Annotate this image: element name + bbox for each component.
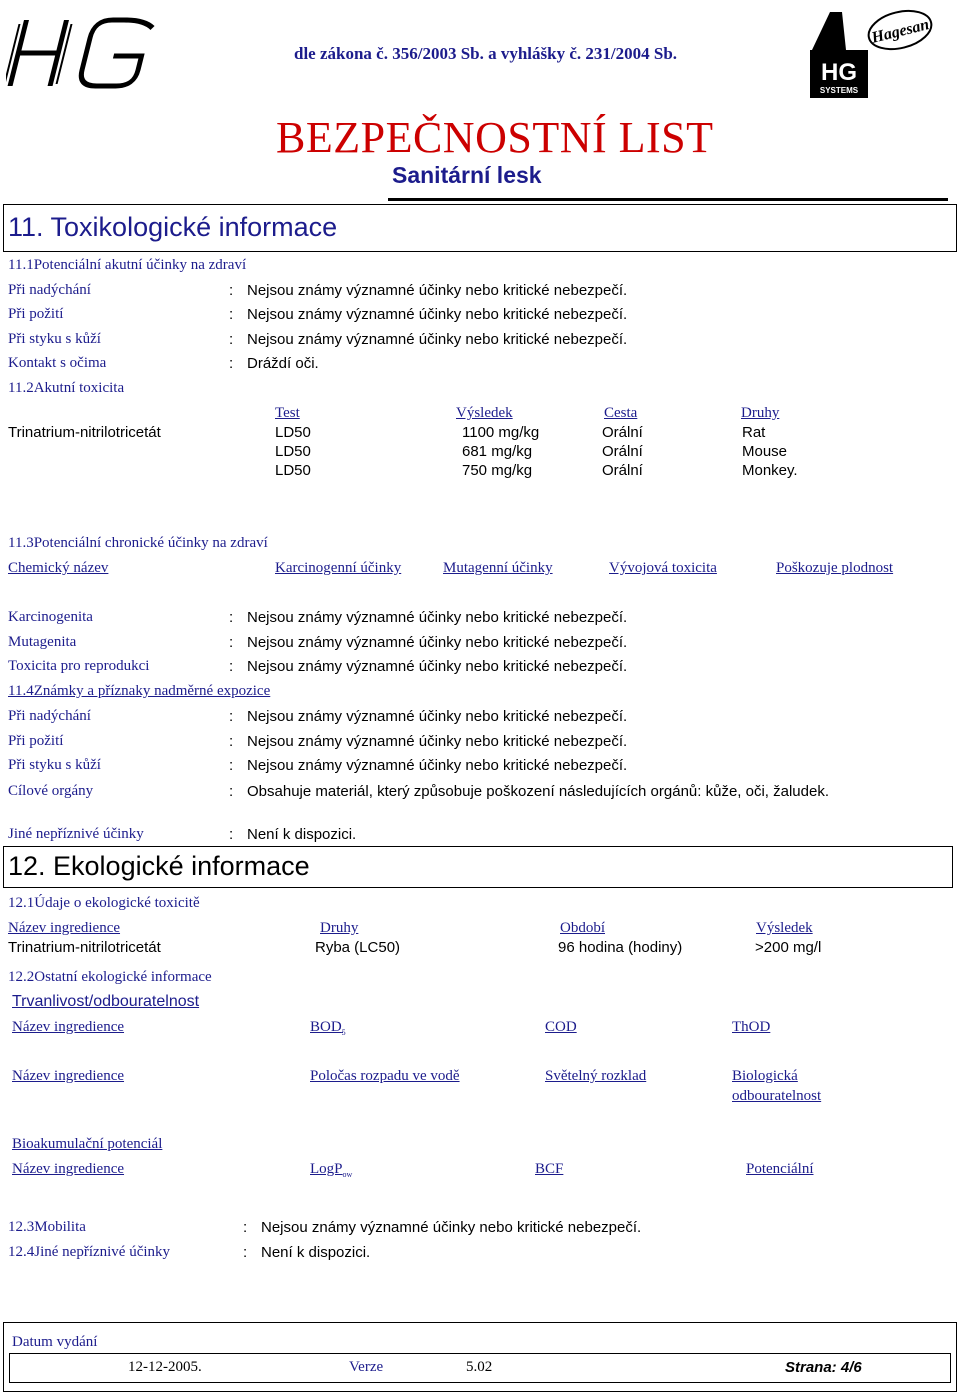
product-name: Sanitární lesk [392, 162, 542, 188]
col-header: Název ingredience [12, 1068, 125, 1084]
version-value: 5.02 [466, 1359, 493, 1375]
col-header: Vývojová toxicita [609, 560, 717, 576]
col-header: Název ingredience [12, 1019, 125, 1035]
table-cell: 681 mg/kg [462, 443, 533, 460]
col-header: Potenciální [746, 1161, 814, 1177]
acute-tox-heading: 11.2Akutní toxicita [8, 380, 125, 396]
col-header: Karcinogenní účinky [275, 560, 402, 576]
eco-tox-heading: 12.1Údaje o ekologické toxicitě [8, 895, 200, 911]
colon: : [229, 658, 234, 675]
col-header: Cesta [604, 405, 638, 421]
col-header: Chemický název [8, 560, 109, 576]
table-cell: Orální [602, 424, 643, 441]
colon: : [229, 634, 234, 651]
badge-logo: HG [821, 59, 857, 86]
colon: : [229, 609, 234, 626]
issue-date-label: Datum vydání [12, 1334, 98, 1350]
col-header: Světelný rozklad [545, 1068, 647, 1084]
col-header: Druhy [741, 405, 780, 421]
page-number: Strana: 4/6 [785, 1359, 862, 1376]
col-header: Název ingredience [8, 920, 121, 936]
row-label: Při požití [8, 306, 64, 322]
row-value: Nejsou známy významné účinky nebo kritické nebezpečí. [247, 733, 628, 750]
col-header: Období [560, 920, 605, 936]
colon: : [229, 826, 234, 843]
table-cell: 1100 mg/kg [462, 424, 540, 441]
issue-date: 12-12-2005. [128, 1359, 202, 1375]
table-cell: LD50 [275, 462, 311, 479]
row-value: Nejsou známy významné účinky nebo kritické nebezpečí. [247, 282, 628, 299]
table-cell: Rat [742, 424, 766, 441]
substance-name: Trinatrium-nitrilotricetát [8, 424, 161, 441]
bod-subscript: 5 [341, 1028, 346, 1037]
row-label: Při nadýchání [8, 708, 91, 724]
acute-effects-heading: 11.1Potenciální akutní účinky na zdraví [8, 257, 247, 273]
row-label: Při styku s kůží [8, 757, 101, 773]
row-value: Nejsou známy významné účinky nebo kritické nebezpečí. [247, 708, 628, 725]
row-label: Při nadýchání [8, 282, 91, 298]
colon: : [229, 306, 234, 323]
col-header: Biologická [732, 1068, 798, 1084]
col-header [310, 1161, 352, 1179]
table-cell: Monkey. [742, 462, 798, 479]
row-label: Cílové orgány [8, 783, 94, 799]
row-value: Nejsou známy významné účinky nebo kritické nebezpečí. [247, 331, 628, 348]
logp-label: LogP [310, 1161, 343, 1177]
persistence-heading: Trvanlivost/odbouratelnost [12, 993, 200, 1010]
row-label: Toxicita pro reprodukci [8, 658, 150, 674]
law-reference: dle zákona č. 356/2003 Sb. a vyhlášky č. 231/2004 Sb. [294, 44, 678, 63]
table-cell: Trinatrium-nitrilotricetát [8, 939, 161, 956]
row-label: Při styku s kůží [8, 331, 101, 347]
col-header: Výsledek [456, 405, 513, 421]
chronic-heading: 11.3Potenciální chronické účinky na zdraví [8, 535, 268, 551]
col-header [310, 1019, 346, 1037]
hg-logo-graphic [6, 14, 186, 94]
col-header: Druhy [320, 920, 359, 936]
bod-label: BOD [310, 1019, 342, 1035]
colon: : [229, 331, 234, 348]
other-effects-label: Jiné nepříznivé účinky [8, 826, 144, 842]
table-cell: LD50 [275, 443, 311, 460]
other-eco-effects-value: Není k dispozici. [261, 1244, 371, 1261]
table-cell: Orální [602, 443, 643, 460]
hg-systems-badge [808, 6, 936, 102]
colon: : [243, 1244, 248, 1261]
document-title: BEZPEČNOSTNÍ LIST [276, 113, 714, 162]
table-cell: >200 mg/l [755, 939, 822, 956]
col-header: COD [545, 1019, 577, 1035]
row-value: Dráždí oči. [247, 355, 319, 372]
table-cell: Orální [602, 462, 643, 479]
mobility-label: 12.3Mobilita [8, 1219, 86, 1235]
col-header: Poločas rozpadu ve vodě [310, 1068, 460, 1084]
row-value: Nejsou známy významné účinky nebo kritické nebezpečí. [247, 609, 628, 626]
header-rule [388, 198, 948, 201]
badge-sub: SYSTEMS [819, 86, 859, 95]
table-cell: 96 hodina (hodiny) [558, 939, 683, 956]
row-label: Při požití [8, 733, 64, 749]
table-cell: 750 mg/kg [462, 462, 533, 479]
row-value: Nejsou známy významné účinky nebo kritické nebezpečí. [247, 306, 628, 323]
col-header: Mutagenní účinky [443, 560, 553, 576]
symptoms-heading: 11.4Známky a příznaky nadměrné expozice [8, 683, 271, 699]
badge-brand: Hagesan [869, 16, 931, 47]
colon: : [229, 733, 234, 750]
col-header: ThOD [732, 1019, 771, 1035]
colon: : [229, 708, 234, 725]
version-label: Verze [349, 1359, 384, 1375]
other-effects-value: Není k dispozici. [247, 826, 357, 843]
row-value: Nejsou známy významné účinky nebo kritické nebezpečí. [247, 634, 628, 651]
other-eco-heading: 12.2Ostatní ekologické informace [8, 969, 212, 985]
colon: : [243, 1219, 248, 1236]
colon: : [229, 783, 234, 800]
col-header: Poškozuje plodnost [776, 560, 894, 576]
row-label: Karcinogenita [8, 609, 93, 625]
table-cell: Ryba (LC50) [315, 939, 401, 956]
row-label: Mutagenita [8, 634, 77, 650]
table-cell: LD50 [275, 424, 311, 441]
col-header: BCF [535, 1161, 564, 1177]
row-value: Nejsou známy významné účinky nebo kritické nebezpečí. [247, 757, 628, 774]
colon: : [229, 282, 234, 299]
logp-subscript: ow [342, 1170, 353, 1179]
row-value: Nejsou známy významné účinky nebo kritické nebezpečí. [247, 658, 628, 675]
colon: : [229, 757, 234, 774]
col-header: Test [275, 405, 300, 421]
mobility-value: Nejsou známy významné účinky nebo kritické nebezpečí. [261, 1219, 642, 1236]
col-header: Název ingredience [12, 1161, 125, 1177]
section-12-heading: 12. Ekologické informace [8, 851, 310, 881]
col-header: odbouratelnost [732, 1088, 822, 1104]
row-value: Obsahuje materiál, který způsobuje poškození následujících orgánů: kůže, oči, žaludek. [247, 783, 829, 800]
other-eco-effects-label: 12.4Jiné nepříznivé účinky [8, 1244, 171, 1260]
row-label: Kontakt s očima [8, 355, 107, 371]
hg-logo-text: HG [6, 14, 8, 15]
colon: : [229, 355, 234, 372]
col-header: Výsledek [756, 920, 813, 936]
bioaccum-heading: Bioakumulační potenciál [12, 1136, 163, 1152]
section-11-heading: 11. Toxikologické informace [8, 212, 338, 242]
table-cell: Mouse [742, 443, 788, 460]
hg-logo [6, 14, 186, 94]
